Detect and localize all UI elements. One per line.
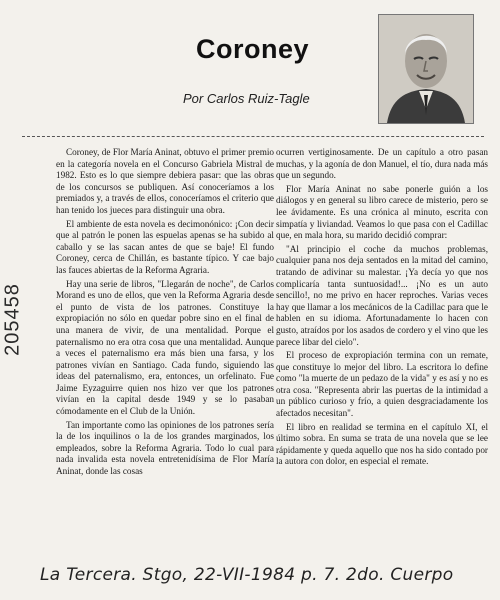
article-byline: Por Carlos Ruiz-Tagle	[183, 91, 310, 106]
paragraph: ocurren vertiginosamente. De un capítulo a otro pasan muchas, y la agonía de don Manuel, el tío, dura nada más que un segundo.	[276, 147, 488, 181]
paragraph: El proceso de expropiación termina con un remate, que constituye lo mejor del libro. La escritora lo define como "la muerte de un pedazo de la vida" y es así y no es otra cosa. "Representa abrir las puertas de la intimidad a un público curioso y frío, a quien desgraciadamente los afectados necesitan".	[276, 350, 488, 419]
paragraph: Tan importante como las opiniones de los patrones sería la de los inquilinos o la de los grandes marginados, los empleados, sobre la Reforma Agraria. Todo lo cual para nada invalida esta novela entretenidísima de Flor María Aninat, donde las cosas	[56, 419, 274, 477]
paragraph: Hay una serie de libros, "Llegarán de noche", de Carlos Morand es uno de ellos, que ven la Reforma Agraria desde el punto de vista de los patrones. Constituye la expropiación no sólo en quedar pobre sino en el final de una manera de vivir, de una mentalidad. Porque el paternalismo no era otra cosa que una mentalidad. Aunque a veces el paternalismo era más bien una farsa, y los patrones vivían en Santiago. Cada fundo, siguiendo las ideas del paternalismo, era, entonces, un orfelinato. Fue Jaime Eyzaguirre quien nos hizo ver que los patrones vivían en la capital desde 1949 y se lo pasaban cómodamente en el Club de la Unión.	[56, 278, 274, 417]
handwritten-source-note: La Tercera. Stgo, 22-VII-1984 p. 7. 2do. Cuerpo	[40, 565, 454, 585]
paragraph: El ambiente de esta novela es decimonónico: ¡Con decir que al patrón le ponen las espuelas apenas se ha subido al caballo y se las sacan antes de que se baje! El fundo Coroney, cerca de Chillán, es bastante típico. Y cae bajo las fauces abiertas de la Reforma Agraria.	[56, 218, 274, 275]
author-portrait-drawing	[379, 15, 473, 123]
paragraph: El libro en realidad se termina en el capítulo XI, el último sobra. En suma se trata de una novela que se lee rápidamente y queda aquello que nos ha sido contado por la autora con dolor, en especial el remate.	[276, 421, 488, 467]
archive-number: 205458	[1, 283, 24, 356]
author-portrait	[378, 14, 474, 124]
paragraph: Coroney, de Flor María Aninat, obtuvo el primer premio en la categoría novela en el Concurso Gabriela Mistral de 1982. Esto es lo que siempre debiera pasar: que las obras de los concursos se publiquen. Así conoceríamos a los premiados y, a través de ellos, conoceríamos el criterio que han tenido los jueces para distinguir una obra.	[56, 147, 274, 215]
article-title: Coroney	[196, 34, 310, 64]
article-column-left	[56, 147, 274, 480]
article-column-right	[276, 147, 488, 470]
paragraph: Flor María Aninat no sabe ponerle guión a los diálogos y en general su libro carece de misterio, pero se lee ávidamente. Es una crónica al minuto, escrita con simpatía y liviandad. Veamos lo que pasa con el Cadillac que, en mala hora, su marido decidió comprar:	[276, 183, 488, 241]
header-divider	[22, 136, 484, 137]
paragraph: "Al principio el coche da muchos problemas, cualquier pana nos deja sentados en la mitad del camino, tratando de adivinar su malestar. ¡Ya decía yo que nos complicaría tanta suntuosidad!... ¡No es un auto sencillo!, no me privo en hacer reproches. Varias veces hay que llamar a los mecánicos de la Cadillac para que le hablen en su idioma. Afortunadamente lo hacen con gusto, atraídos por los asados de cordero y el vino que les parece libar del cielo".	[276, 243, 488, 347]
